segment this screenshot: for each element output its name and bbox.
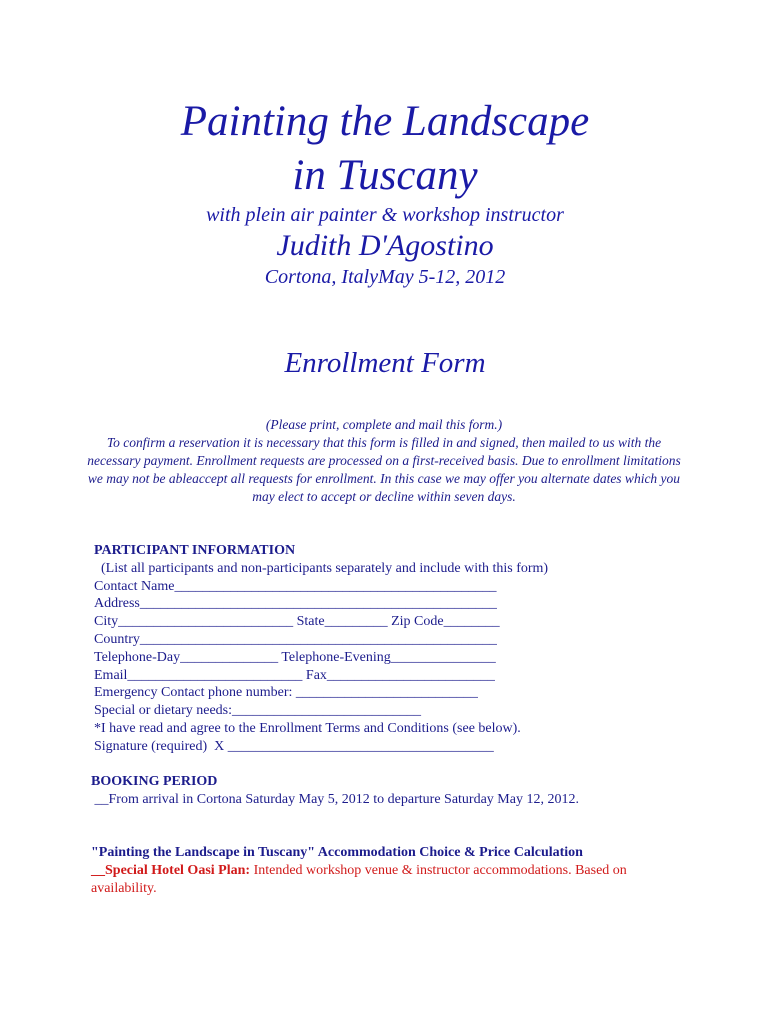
contact-name-field[interactable]: Contact Name______________________________________________ [94, 578, 497, 594]
emergency-contact-field[interactable]: Emergency Contact phone number: __________________________ [94, 685, 478, 701]
title-line-2: in Tuscany [292, 152, 478, 199]
booking-period-section [91, 773, 691, 809]
booking-heading: BOOKING PERIOD [91, 774, 218, 789]
note-body: To confirm a reservation it is necessary that this form is filled in and signed, then mailed to us with the necessary payment. Enrollment requests are processed on a first-received basis. Due to enrollment limitations we may not be ableaccept all requests for enrollment. In this case we may offer you alternate dates which you may elect to accept or decline within seven days. [87, 435, 681, 504]
terms-agreement: *I have read and agree to the Enrollment Terms and Conditions (see below). [94, 720, 521, 736]
participant-information-section [94, 542, 694, 756]
hotel-plan-option[interactable] [91, 862, 691, 898]
instructions-note [86, 416, 682, 506]
email-fax-field[interactable]: Email_________________________ Fax________________________ [94, 667, 495, 683]
telephone-field[interactable]: Telephone-Day______________ Telephone-Evening_______________ [94, 649, 496, 665]
participant-instruction: (List all participants and non-participants separately and include with this form) [94, 560, 549, 576]
accommodation-heading: "Painting the Landscape in Tuscany" Accommodation Choice & Price Calculation [91, 845, 583, 860]
country-field[interactable]: Country___________________________________________________ [94, 631, 497, 647]
hotel-plan-text: Intended workshop venue & instructor accommodations. Based on availability. [91, 862, 627, 896]
accommodation-section [91, 844, 691, 897]
signature-field[interactable]: Signature (required) X ______________________________________ [94, 738, 494, 754]
instructor-name: Judith D'Agostino [276, 229, 494, 262]
title-line-1: Painting the Landscape [180, 98, 590, 145]
hotel-plan-label: __Special Hotel Oasi Plan: [91, 862, 251, 878]
address-field[interactable]: Address___________________________________________________ [94, 596, 497, 612]
participant-heading: PARTICIPANT INFORMATION [94, 543, 296, 558]
dietary-needs-field[interactable]: Special or dietary needs:___________________________ [94, 703, 422, 719]
booking-period-option[interactable]: __From arrival in Cortona Saturday May 5, 2012 to departure Saturday May 12, 2012. [91, 791, 579, 807]
subtitle: with plein air painter & workshop instructor [206, 204, 564, 226]
form-title: Enrollment Form [284, 347, 486, 379]
city-state-zip-field[interactable]: City_________________________ State_________ Zip Code________ [94, 614, 500, 630]
note-line-1: (Please print, complete and mail this form.) [265, 417, 503, 432]
location-dates: Cortona, ItalyMay 5-12, 2012 [264, 266, 506, 288]
